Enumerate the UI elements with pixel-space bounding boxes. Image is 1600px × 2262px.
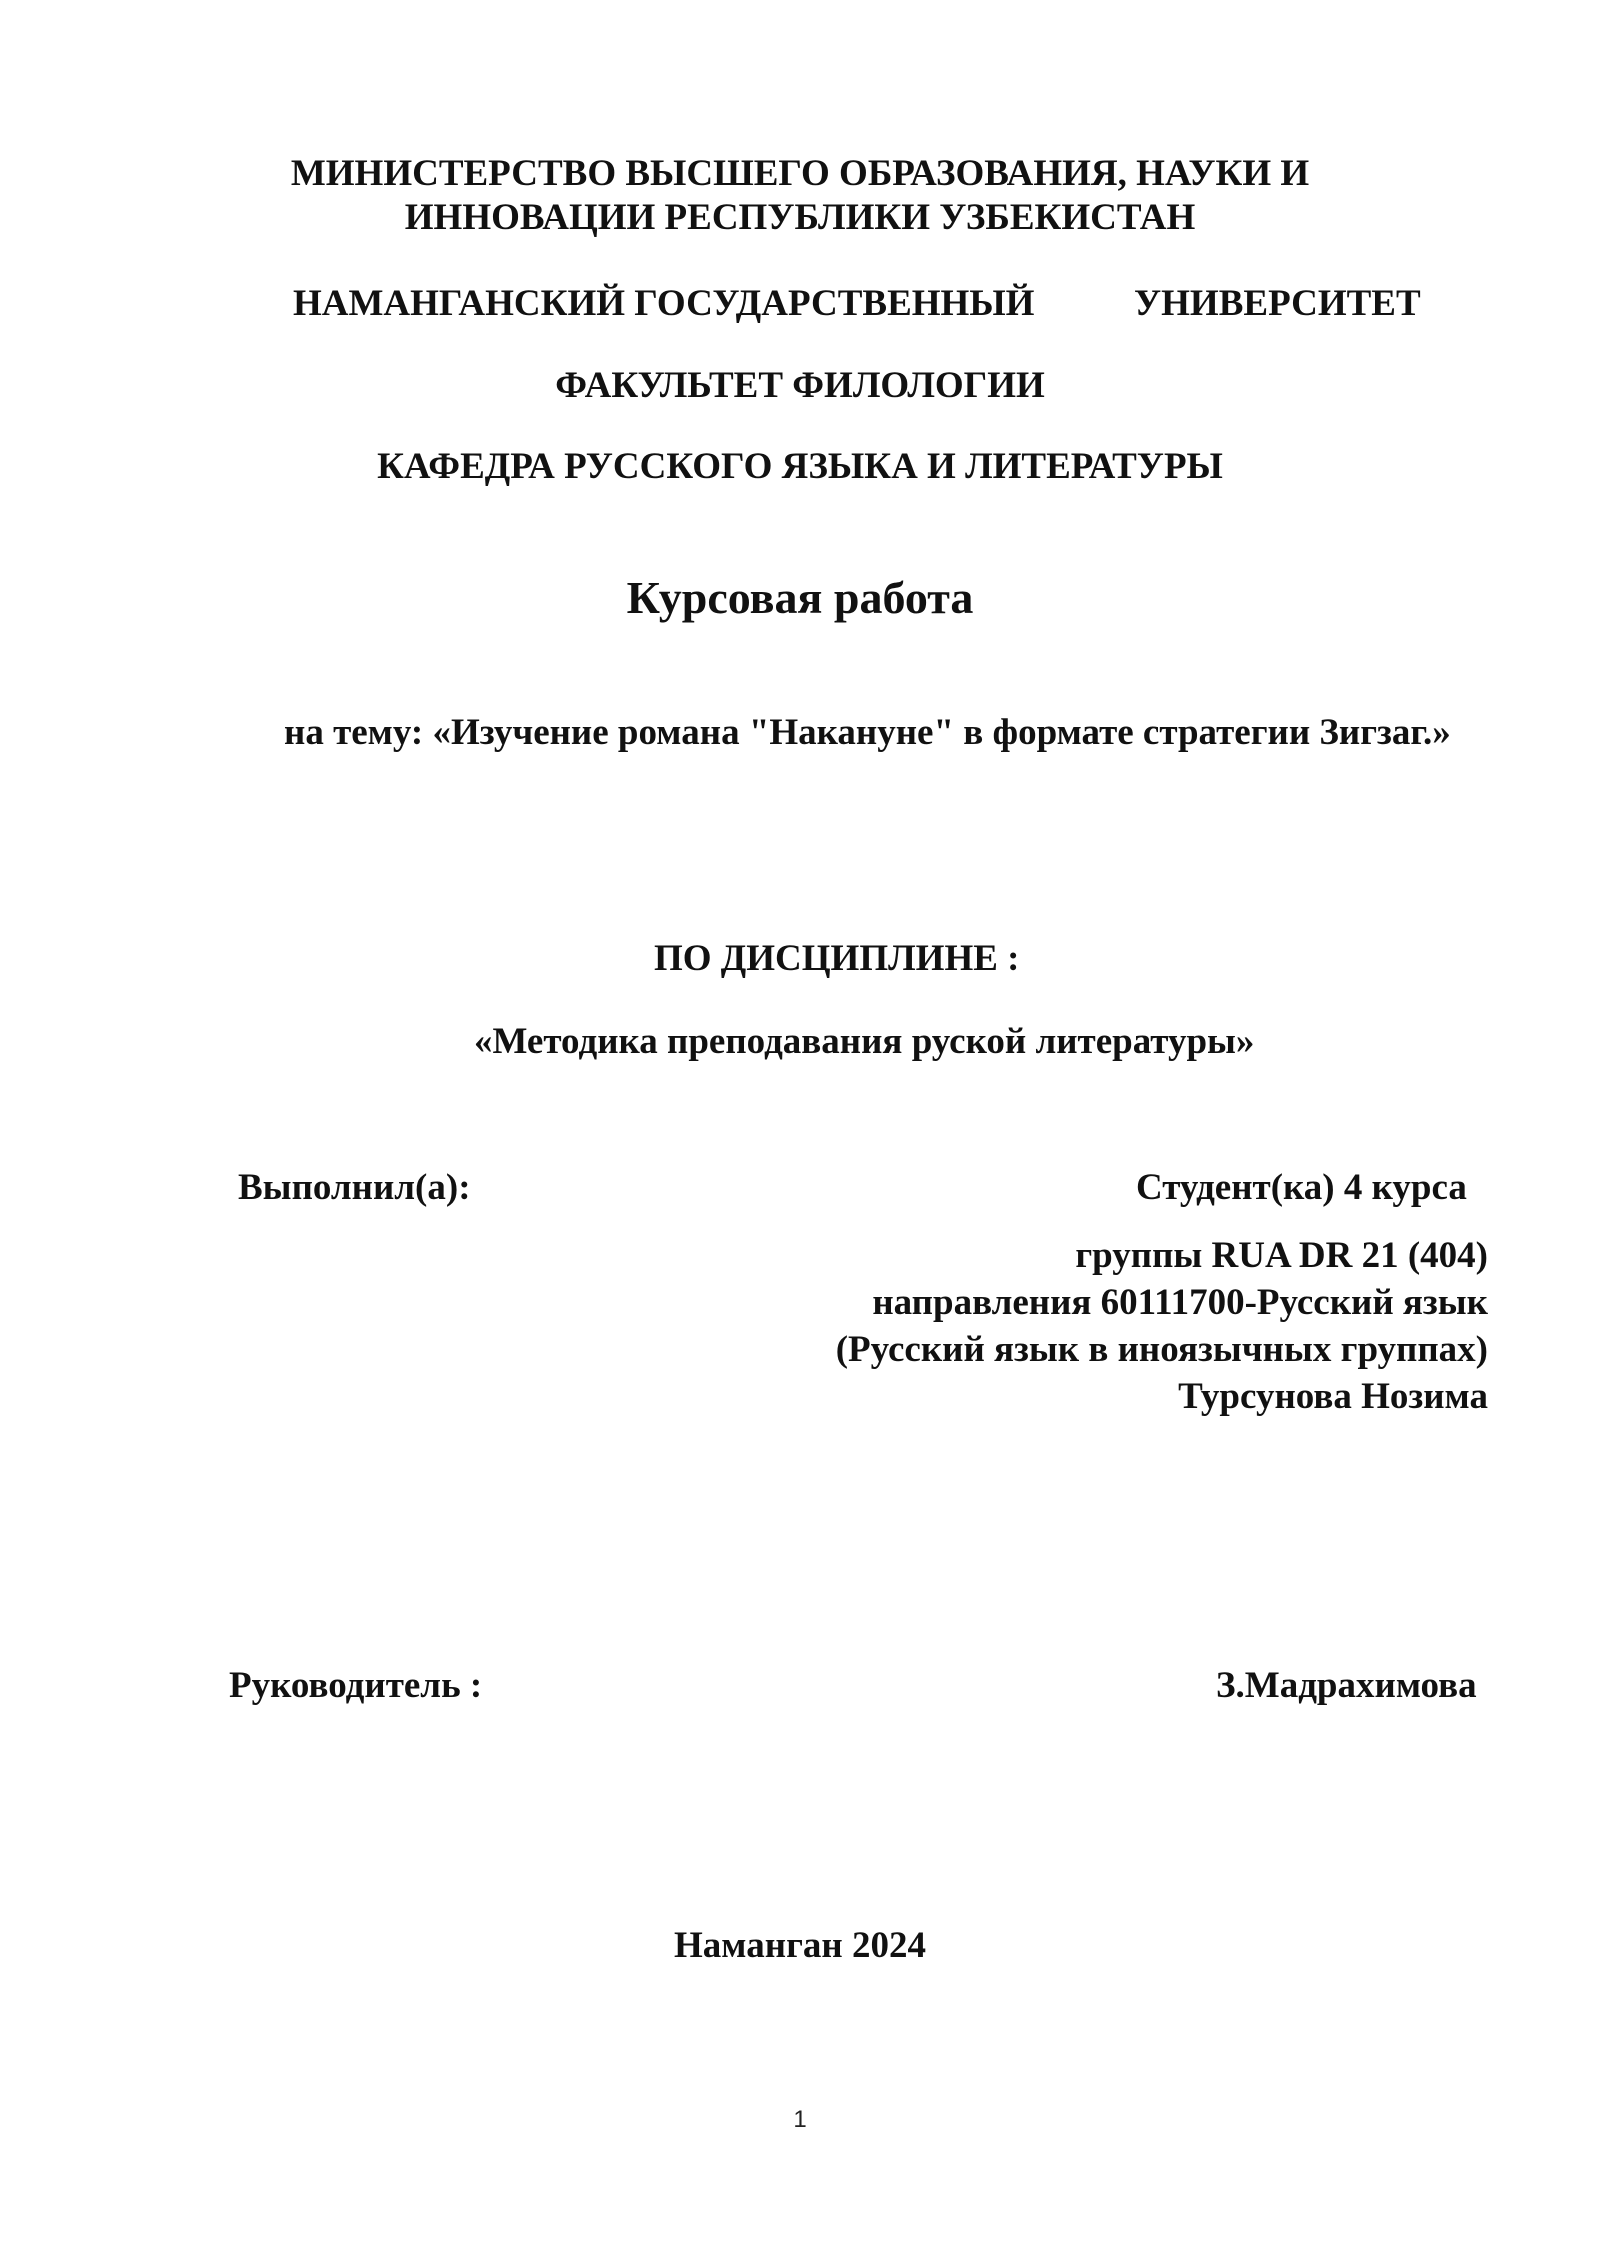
work-topic: на тему: «Изучение романа "Накануне" в формате стратегии Зигзаг.»	[284, 712, 1451, 753]
work-title: Курсовая работа	[626, 572, 974, 623]
city-year: Наманган 2024	[674, 1925, 926, 1966]
department-name: КАФЕДРА РУССКОГО ЯЗЫКА И ЛИТЕРАТУРЫ	[377, 446, 1223, 487]
author-course: Студент(ка) 4 курса	[1136, 1167, 1467, 1208]
discipline-name: «Методика преподавания руской литературы»	[474, 1021, 1255, 1062]
supervisor-name: З.Мадрахимова	[1216, 1665, 1477, 1706]
university-name-left: НАМАНГАНСКИЙ ГОСУДАРСТВЕННЫЙ	[293, 283, 1035, 324]
supervisor-label: Руководитель :	[229, 1665, 483, 1706]
ministry-line-1: МИНИСТЕРСТВО ВЫСШЕГО ОБРАЗОВАНИЯ, НАУКИ И	[290, 153, 1310, 194]
author-name: Турсунова Нозима	[1178, 1376, 1488, 1417]
ministry-line-2: ИННОВАЦИИ РЕСПУБЛИКИ УЗБЕКИСТАН	[404, 197, 1196, 238]
page-number: 1	[793, 2106, 807, 2133]
author-group: группы RUA DR 21 (404)	[1075, 1235, 1488, 1276]
discipline-label: ПО ДИСЦИПЛИНЕ :	[654, 938, 1020, 979]
author-label: Выполнил(а):	[238, 1167, 471, 1208]
author-direction: направления 60111700-Русский язык	[872, 1282, 1488, 1323]
author-specialization: (Русский язык в иноязычных группах)	[835, 1329, 1488, 1370]
faculty-name: ФАКУЛЬТЕТ ФИЛОЛОГИИ	[555, 365, 1045, 406]
university-name-right: УНИВЕРСИТЕТ	[1134, 283, 1421, 324]
